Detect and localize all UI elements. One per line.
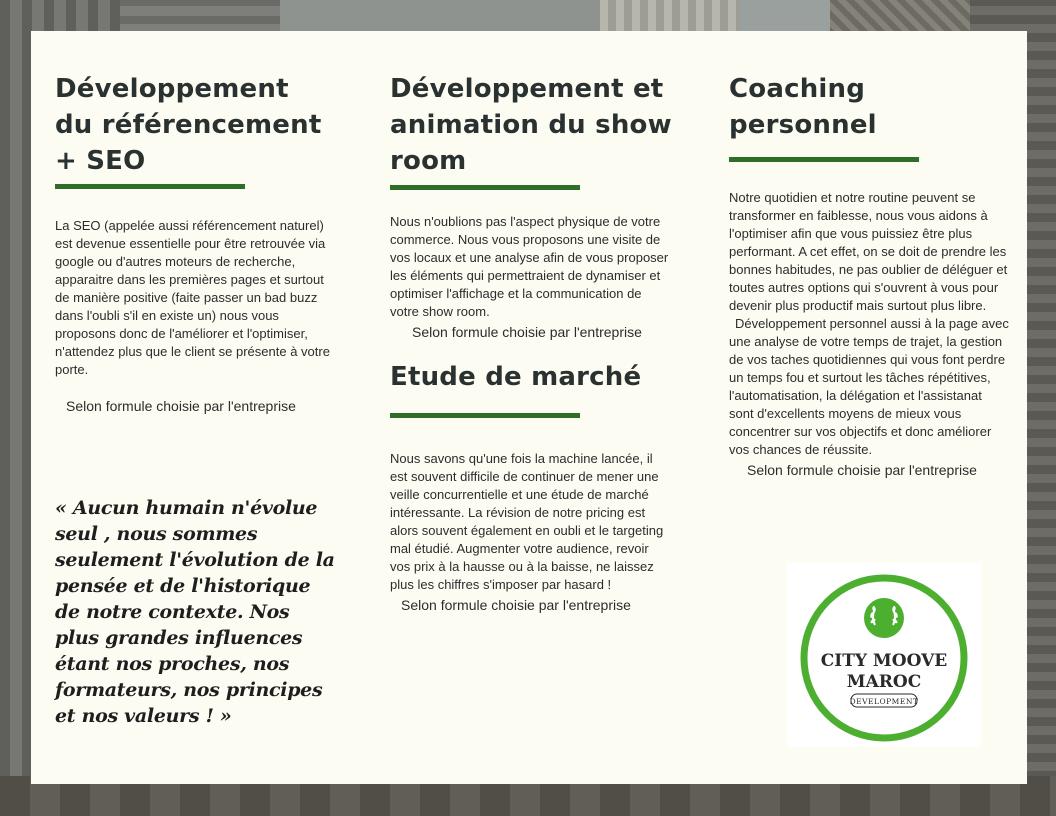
coaching-body-2: Développement personnel aussi à la page avec une analyse de votre temps de trajet, la gestion de vos taches quotidiennes qui vous font perdre un temps fou et surtout les tâches répétitives, l'automatisation, la délégation et l'assistanat sont d'excellents moyens de mieux vous concentrer sur vos objectifs et donc améliorer vos chances de réussite. (729, 316, 1009, 457)
seo-formula: Selon formule choisie par l'entreprise (66, 398, 296, 414)
showroom-divider (390, 185, 580, 190)
showroom-column (390, 71, 675, 614)
coaching-divider (729, 157, 919, 162)
logo-line1: CITY MOOVE (820, 651, 948, 671)
seo-divider (55, 184, 245, 189)
market-divider (390, 413, 580, 418)
company-logo (787, 563, 981, 747)
quote-text: « Aucun humain n'évolue seul , nous sommes seulement l'évolution de la pensée et de l'historique de notre contexte. Nos plus grandes influences étant nos proches, nos formateurs, nos principes et nos valeurs ! » (55, 497, 335, 727)
showroom-body: Nous n'oublions pas l'aspect physique de votre commerce. Nous vous proposons une visite de vos locaux et une analyse afin de vous proposer les éléments qui permettraient de dynamiser et optimiser l'affichage et la communication de votre show room. (390, 214, 669, 319)
showroom-formula: Selon formule choisie par l'entreprise (412, 324, 642, 340)
logo-tag: DEVELOPMENT (849, 697, 919, 706)
showroom-title: Développement et animation du show room (390, 74, 672, 176)
logo-graphic (787, 563, 981, 747)
coaching-formula: Selon formule choisie par l'entreprise (747, 462, 977, 478)
market-body: Nous savons qu'une fois la machine lancée, il est souvent difficile de continuer de mener une veille concurrentielle et une étude de marché intéressante. La révision de notre pricing est alors souvent également en oubli et le targeting mal étudié. Augmenter votre audience, revoir vos prix à la hausse ou à la baisse, ne laissez plus les chiffres s'imposer par hasard ! (390, 451, 664, 592)
market-formula: Selon formule choisie par l'entreprise (401, 597, 631, 613)
brochure-panel (31, 31, 1027, 784)
logo-line2: MAROC (846, 672, 922, 692)
coaching-body: Notre quotidien et notre routine peuvent se transformer en faiblesse, nous vous aidons à l'optimiser afin que vous puissiez être plus performant. A cet effet, on se doit de prendre les bonnes habitudes, ne pas oublier de déléguer et toutes autres options qui s'ouvrent à vous pour devenir plus productif mais surtout plus libre. (729, 190, 1008, 313)
coaching-title: Coaching personnel (729, 74, 877, 140)
laurel-wreath-icon (864, 598, 904, 638)
market-title: Etude de marché (390, 362, 642, 392)
coaching-column (729, 71, 1014, 479)
seo-title: Développement du référencement + SEO (55, 74, 322, 176)
seo-column (55, 71, 335, 415)
seo-body: La SEO (appelée aussi référencement naturel) est devenue essentielle pour être retrouvée via google ou d'autres moteurs de recherche, apparaitre dans les premières pages et surtout de manière positive (faite passer un bad buzz dans l'oubli s'il en existe un) nous vous proposons donc de l'améliorer et l'optimiser, n'attendez plus que le client se présente à votre porte. (55, 218, 330, 377)
